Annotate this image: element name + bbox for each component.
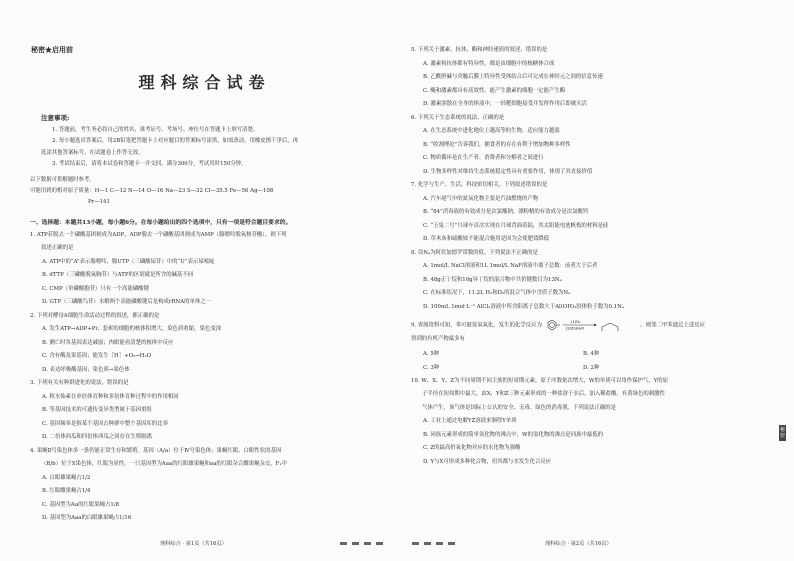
option: A. 发生ATP→ADP+Pi；套索的细胞的核体积增大，染色质收缩，染色变深 [42,326,222,333]
option: D. Y与X可形成多种化合物，但其都与水发生化合反应 [423,458,552,465]
footer-mark [436,542,443,545]
question-stem: 1. ATP若脱去一个磷酸基团则成为ADP，ADP脱去一个磷酸基团则成为AMP（腺嘌呤脱氧核苷酸），则下列 [30,231,287,238]
glyoxal-structure-icon [602,323,618,331]
option: A. 1mol/L NaCl溶液和1L 1mol/L NaF溶液中离子总数：前者大于后者 [423,263,598,269]
right-page [397,0,794,561]
option: C. “玉兔二号”月球车首次实现在月球背面着陆，其太阳能电池帆板的材料是硅 [423,222,609,229]
reagent-bottom: (2)Zn/H₂O [565,326,584,331]
question-stem [411,318,772,333]
option-row [411,361,772,375]
option: C. 含有酶及果基因；能发生［H］+O₂→H₂O [42,353,152,360]
footer-mark [340,542,347,545]
confidential-tag: 秘密★启用前 [31,45,73,54]
option: C. 基因频率是指某个基因占种群中整个基因库的比率 [42,420,168,427]
option: B. 48g正丁烷和10g异丁烷的混合物中共价键数目为13Nₐ [423,276,562,283]
option: B. 测亡时各基因表达减弱；肉眼能看清楚的核体中反应 [42,339,174,346]
option: D. 100mL 1mol·L⁻¹ AlCl₃溶液中所含阳离子总数大于Al(OH)₃胶体粒子数为0.1Nₐ [423,303,624,310]
option: A. 秋水仙素在单倍体育种和多倍体育种过程中的作用相同 [42,393,179,400]
option: D. 激素弥散在全身的体液中，一经靶细胞接受并发挥作用后即被灭活 [423,101,587,107]
option: C. CMP（单磷酸胞苷）只有一个高能磷酸键 [42,285,149,292]
notice-line: 选涂其他答案标号。在试题卷上作答无效。 [41,149,144,156]
notice-line: 1. 答题前，考生务必将自己的姓名、准考证号、考场号、座位号在答题卡上填写清楚。 [52,127,259,133]
q9-stem-after: 。则邻二甲苯通过上述反应 [640,322,705,329]
option: B. 等基因技术的可遗传变异类型属于基因重组 [42,407,152,414]
option: B. “84”消毒液的有效成分是次氯酸钠，漂粉精的有效成分是次氯酸钙 [423,209,589,215]
question-stem: 6. 下列关于生态系统的说法，正确的是 [411,114,505,121]
option: C. 3种 [423,364,440,371]
footer-mark [364,542,371,545]
option: D. 基因型为Aaa的白眼雄果蝇占1/16 [42,515,132,522]
option: B. dTTP（三磷酸脱氧胸苷）与ATP的区别就是所含的碱基不同 [42,272,194,279]
page-footer-left: 理科综合 · 第1页（共16页） [160,541,227,547]
option: D. GTP（三磷酸鸟苷）水解两个高能磷酸键后是构成rRNA的单体之一 [42,299,212,306]
reagent-top: (1)O₃ [570,320,580,324]
option: C. 酶和激素都具有高效性，能产生激素的细胞一定能产生酶 [423,87,566,94]
question-stem: 得到的有机产物最多有 [411,336,465,342]
footer-mark [352,542,359,545]
question-stem: 7. 化学与生产、生活、科技密切相关。下列叙述错误的是 [411,182,548,188]
option: B. “收割理论”告诉我们，捕食者的存在有利于增加物种多样性 [423,141,571,148]
question-stem: 10. W、X、Y、Z为不同周期不同主族的短周期元素，原子序数依次增大，W的单质可以用作保护气，Y的原 [411,377,669,384]
question-stem: 叙述正确的是 [41,245,74,252]
reaction-scheme [544,318,639,332]
question-stem: 4. 果蝇Ⅱ号染色体多一条仍能正常生存和繁殖。基因（A/a）位于Ⅳ号染色体；果蝇红眼、白眼性状的基因 [30,447,282,454]
question-stem: 气体产生，该气体是国际上公认的安全、无毒、绿色的消毒剂。下列说法正确的是 [422,404,617,411]
option: D. 表达呼吸酶基因；染色质→染色体 [42,366,130,373]
footer-mark [412,542,419,545]
question-stem: 3. 下列有关有种群进化的说法，错误的是 [30,380,129,387]
notice-line: 2. 每小题选出答案后，用2B铅笔把答题卡上对应题目的答案标号涂黑，如需改动，用橡皮擦干净后，再 [52,138,299,145]
option: B. 乙酰胆碱与突触后膜上特异性受体结合后可完成在神经元之间的信息传递 [423,74,603,80]
option: A. 白眼雄果蝇占1/2 [42,474,91,481]
option: B. 4种 [583,350,600,357]
option: C. Z的最高价氧化物对应的水化物为强酸 [423,445,521,451]
option: A. 工业上通过电解YZ溶液来制得Y单质 [423,418,517,424]
option: C. 物质循环是在生产者、消费者和分解者之间进行 [423,155,544,161]
side-tab: 秘密 [779,427,785,439]
notice-line: 3. 考试结束后，请将本试卷和答题卡一并交回。满分300分，考试用时150分钟。 [52,161,247,168]
benzene-ring-icon [548,320,560,330]
notice-heading: 注意事项: [41,114,70,122]
option: D. 2种 [583,364,600,371]
option: A. 5种 [423,350,440,357]
reference-line: 可能用到的相对原子质量：H—1 C—12 N—14 O—16 Na—23 S—32 Cl—35.5 Fe—56 Ag—108 [30,188,274,195]
option: A. 汽车尾气中的氮氧化物主要是汽油燃烧的产物 [423,195,539,202]
option-row [411,347,772,361]
question-stem: 8. 设Nₐ为阿伏加德罗常数的值，下列说法不正确的是 [411,249,538,256]
option: D. 二倍体西瓜和四倍体西瓜之间存在生殖隔离 [42,434,152,441]
page-title: 理科综合试卷 [138,73,271,92]
option: B. 同族元素形成的简单氢化物的沸点中，W的氢化物的沸点是同族中最低的 [423,431,604,438]
option: C. 在标准状况下，11.2L H₂和D₂的混合气体中含质子数为Nₐ [423,290,571,296]
page-footer-right: 理科综合 · 第2页（共16页） [545,541,612,547]
question-stem: （B/b）位于X染色体，红眼为显性。一只基因型为Aaa的红眼雄果蝇和aa的红眼杂合雌果蝇杂交，F₁中 [41,461,287,468]
question-stem: 5. 下列关于激素、抗体、酶和神经递质的叙述，错误的是 [411,47,548,53]
option: A. ATP中的“A”表示腺嘌呤，腺UTP（三磷酸尿苷）中的“U”表示尿嘧啶 [42,258,215,265]
reference-line: 以下数据可供解题时参考。 [30,176,95,183]
footer-mark [424,542,431,545]
question-stem: 子半径在短周期中最大，由X、Y和Z三种元素形成的一种盐溶于水后，加入稀盐酸，有黄绿色的刺激性 [422,391,665,397]
option: B. 红眼雌果蝇占1/4 [42,488,91,495]
option: A. 激素和抗体都有特异性，都是由细胞中的核糖体合成 [423,60,555,67]
footer-mark [448,542,455,545]
option: A. 在生态系统中进化地位上越高等的生物，适应能力越弱 [423,128,560,134]
option: C. 基因型为Aa的红眼果蝇占1/8 [42,501,120,508]
footer-mark [376,542,383,545]
option: D. 草木灰和硫酸铵不能混合施用是因为会使肥效降低 [423,236,550,242]
reference-line: Pr—141 [88,199,110,206]
q9-stem-before: 9. 查阅资料可知，苯可被臭氧氧化，发生的化学反应为 [411,322,542,329]
section-heading: 一、选择题：本题共13小题，每小题6分。在每小题给出的四个选项中，只有一项是符合题目要求的。 [30,219,292,226]
question-stem: 2. 下列对酵母A细胞生命活动过程的叙述，都正确的是 [30,312,160,319]
option: D. 生物多样性对维持生态系统稳定性具有重要作用，体现了其直接价值 [423,168,593,175]
